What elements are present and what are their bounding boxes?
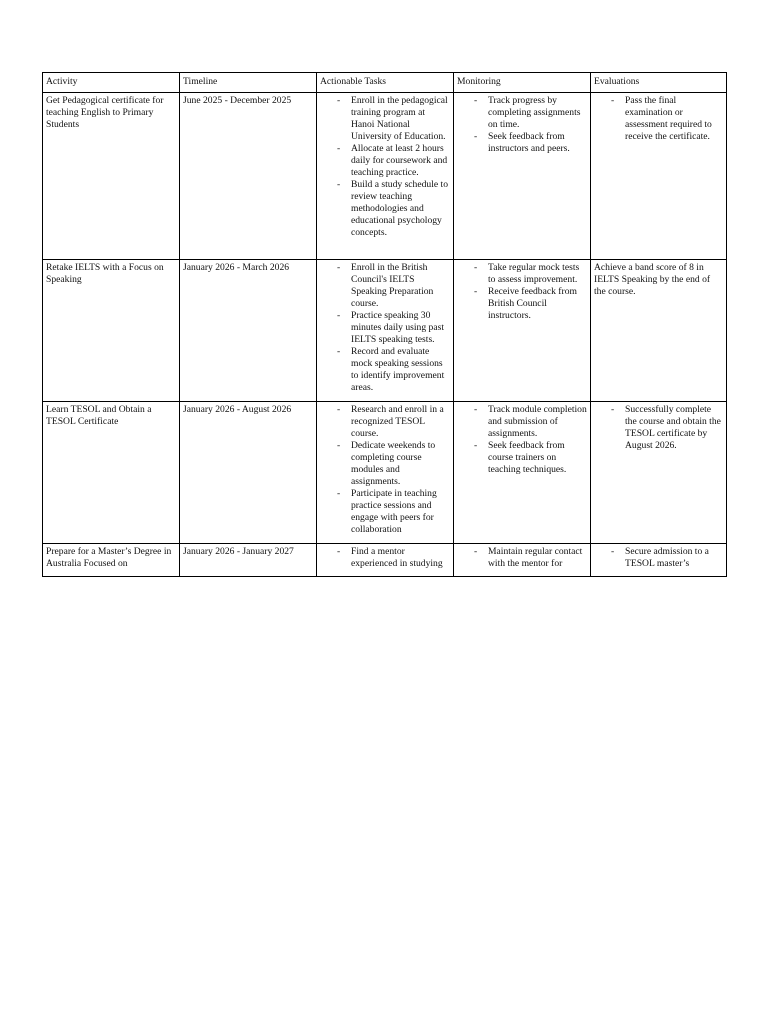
tasks-list [320, 546, 450, 570]
monitoring-cell [454, 402, 591, 544]
list-item: - Seek feedback from instructors and peers. [488, 131, 587, 155]
list-item: - Take regular mock tests to assess improvement. [488, 262, 587, 286]
monitoring-list [457, 546, 587, 570]
list-item: - Record and evaluate mock speaking sessions to identify improvement areas. [351, 346, 450, 394]
timeline-text: January 2026 - January 2027 [183, 546, 294, 557]
list-item: - Pass the final examination or assessment required to receive the certificate. [625, 95, 723, 143]
timeline-cell [180, 544, 317, 577]
tasks-cell [317, 93, 454, 260]
tasks-cell [317, 260, 454, 402]
evaluations-list [594, 404, 723, 452]
list-item: - Allocate at least 2 hours daily for coursework and teaching practice. [351, 143, 450, 179]
tasks-list [320, 262, 450, 394]
header-activity: Activity [43, 73, 180, 93]
timeline-cell: January 2026 - March 2026 [180, 260, 317, 402]
monitoring-list [457, 95, 587, 155]
monitoring-cell [454, 544, 591, 577]
table-row [43, 402, 727, 544]
activity-text: Prepare for a Master’s Degree in Australia Focused on [46, 546, 172, 569]
monitoring-cell [454, 260, 591, 402]
list-item: - Maintain regular contact with the mentor for [488, 546, 587, 570]
evaluations-cell [591, 402, 727, 544]
list-item: - Track module completion and submission of assignments. [488, 404, 587, 440]
list-item: - Research and enroll in a recognized TESOL course. [351, 404, 450, 440]
list-item: - Enroll in the British Council's IELTS Speaking Preparation course. [351, 262, 450, 310]
list-item: - Track progress by completing assignments on time. [488, 95, 587, 131]
tasks-cell [317, 402, 454, 544]
evaluations-cell [591, 260, 727, 402]
header-evaluations: Evaluations [591, 73, 727, 93]
tasks-cell [317, 544, 454, 577]
list-item: - Receive feedback from British Council instructors. [488, 286, 587, 322]
activity-cell: Get Pedagogical certificate for teaching English to Primary Students [43, 93, 180, 260]
evaluations-cell [591, 93, 727, 260]
list-item: - Build a study schedule to review teaching methodologies and educational psychology concepts. [351, 179, 450, 239]
monitoring-list [457, 262, 587, 322]
list-item: - Dedicate weekends to completing course modules and assignments. [351, 440, 450, 488]
list-item: - Secure admission to a TESOL master’s [625, 546, 723, 570]
table-row [43, 93, 727, 260]
header-monitoring: Monitoring [454, 73, 591, 93]
list-item: - Find a mentor experienced in studying [351, 546, 450, 570]
tasks-list [320, 95, 450, 239]
table-header-row [43, 73, 727, 93]
list-item: - Practice speaking 30 minutes daily using past IELTS speaking tests. [351, 310, 450, 346]
timeline-cell: January 2026 - August 2026 [180, 402, 317, 544]
evaluations-list [594, 546, 723, 570]
header-timeline: Timeline [180, 73, 317, 93]
list-item: - Successfully complete the course and obtain the TESOL certificate by August 2026. [625, 404, 723, 452]
table-row [43, 260, 727, 402]
timeline-cell: June 2025 - December 2025 [180, 93, 317, 260]
monitoring-list [457, 404, 587, 476]
activity-cell: Learn TESOL and Obtain a TESOL Certificate [43, 402, 180, 544]
list-item: - Enroll in the pedagogical training program at Hanoi National University of Education. [351, 95, 450, 143]
tasks-list [320, 404, 450, 536]
header-actionable-tasks: Actionable Tasks [317, 73, 454, 93]
activity-cell: Retake IELTS with a Focus on Speaking [43, 260, 180, 402]
activity-cell [43, 544, 180, 577]
evaluations-list [594, 95, 723, 143]
list-item: - Seek feedback from course trainers on teaching techniques. [488, 440, 587, 476]
evaluation-text: Achieve a band score of 8 in IELTS Speaking by the end of the course. [594, 262, 711, 297]
list-item: - Participate in teaching practice sessions and engage with peers for collaboration [351, 488, 450, 536]
table-row [43, 544, 727, 577]
action-plan-table [42, 72, 727, 577]
monitoring-cell [454, 93, 591, 260]
evaluations-cell [591, 544, 727, 577]
